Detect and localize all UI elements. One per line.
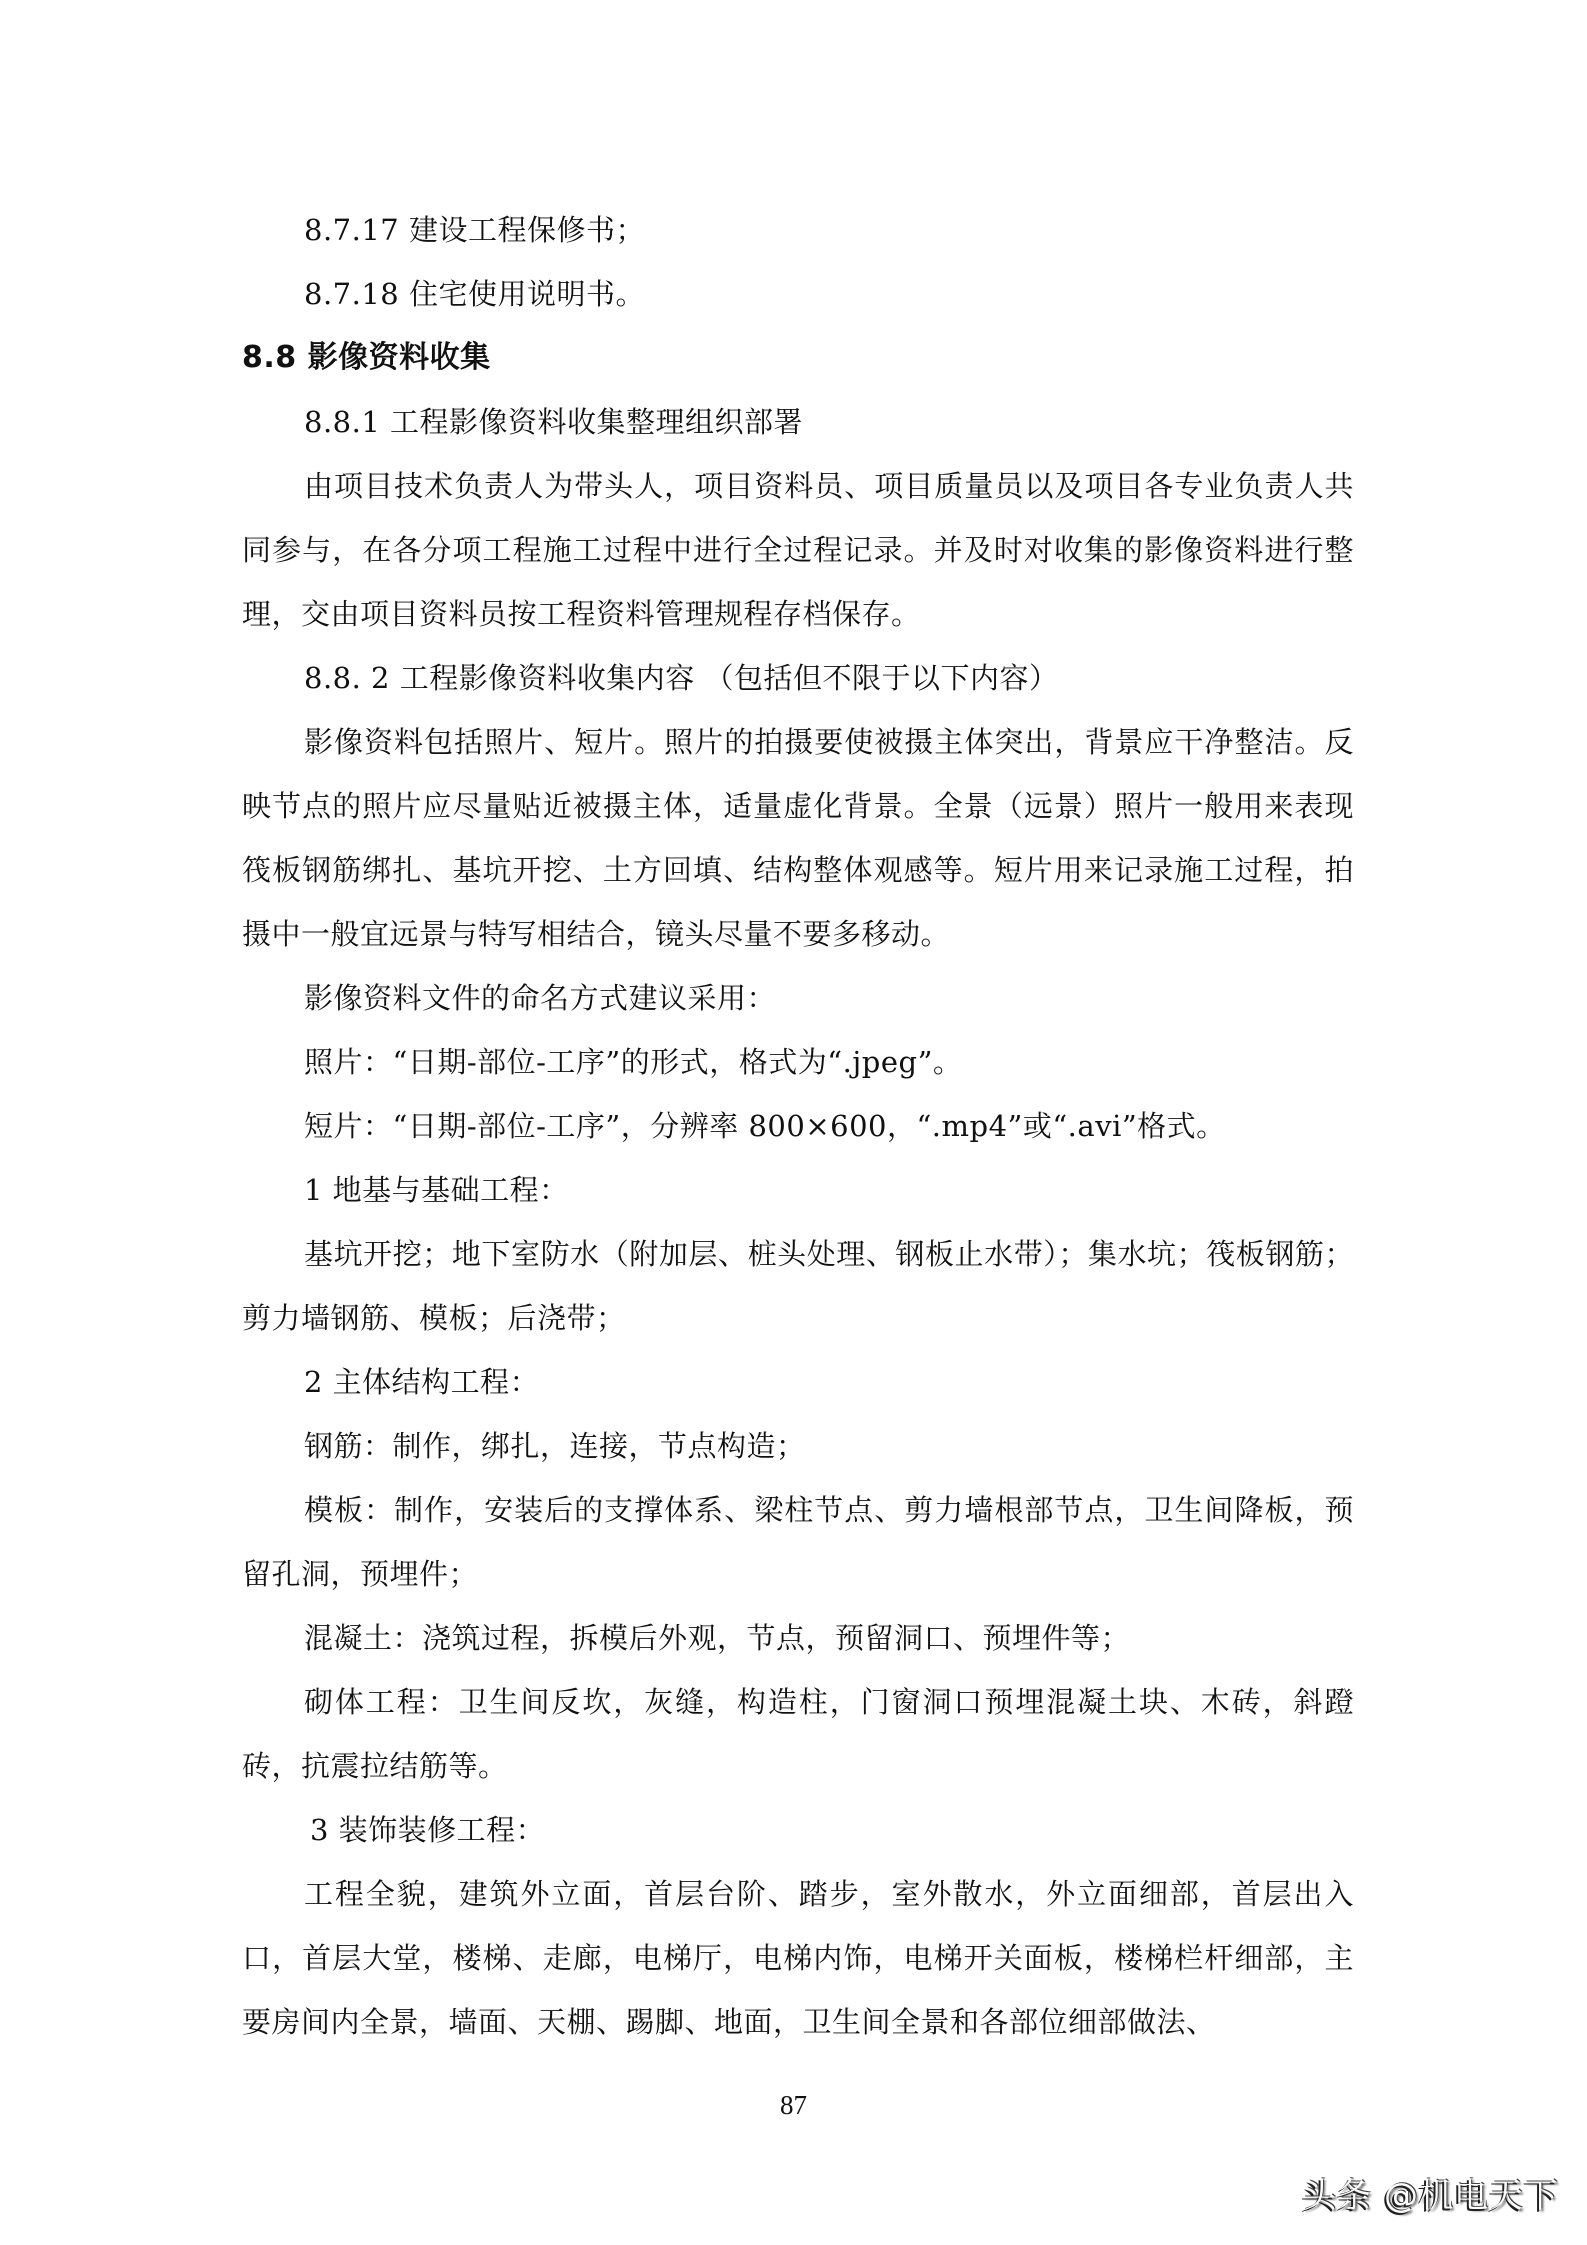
subsection-heading-8-8-2: 8.8. 2 工程影像资料收集内容 （包括但不限于以下内容） <box>304 661 1059 695</box>
category-heading-decoration: 3 装饰装修工程： <box>310 1813 546 1847</box>
paragraph-video-naming: 短片：“日期-部位-工序”，分辨率 800×600，“.mp4”或“.avi”格式。 <box>304 1109 1226 1143</box>
paragraph-photo-guidelines: 影像资料包括照片、短片。照片的拍摄要使被摄主体突出，背景应干净整洁。反映节点的照片应尽量贴近被摄主体，适量虚化背景。全景（远景）照片一般用来表现筏板钢筋绑扎、基坑开挖、土方回填、结构整体观感等。短片用来记录施工过程，拍摄中一般宜远景与特写相结合，镜头尽量不要多移动。 <box>242 725 1354 951</box>
category-heading-foundation: 1 地基与基础工程： <box>304 1173 569 1207</box>
category-item-foundation: 基坑开挖；地下室防水（附加层、桩头处理、钢板止水带）；集水坑；筏板钢筋；剪力墙钢筋、模板；后浇带； <box>242 1237 1354 1335</box>
category-item-decoration: 工程全貌，建筑外立面，首层台阶、踏步，室外散水，外立面细部，首层出入口，首层大堂，楼梯、走廊，电梯厅，电梯内饰，电梯开关面板，楼梯栏杆细部，主要房间内全景，墙面、天棚、踢脚、地面，卫生间全景和各部位细部做法、 <box>242 1877 1354 2039</box>
subsection-heading-8-8-1: 8.8.1 工程影像资料收集整理组织部署 <box>304 405 804 439</box>
watermark: 头条 @机电天下 <box>1302 2176 1559 2216</box>
category-item-rebar: 钢筋：制作，绑扎，连接，节点构造； <box>304 1429 806 1463</box>
category-item-masonry: 砌体工程：卫生间反坎，灰缝，构造柱，门窗洞口预埋混凝土块、木砖，斜蹬砖，抗震拉结筋等。 <box>242 1685 1354 1783</box>
page-number: 87 <box>780 2090 807 2120</box>
list-item-8-7-18: 8.7.18 住宅使用说明书。 <box>304 277 645 311</box>
paragraph-photo-naming: 照片：“日期-部位-工序”的形式，格式为“.jpeg”。 <box>304 1045 963 1079</box>
page-content <box>242 198 1354 2054</box>
paragraph-naming-intro: 影像资料文件的命名方式建议采用： <box>304 981 777 1015</box>
section-heading-8-8: 8.8 影像资料收集 <box>242 340 491 375</box>
category-item-formwork: 模板：制作，安装后的支撑体系、梁柱节点、剪力墙根部节点，卫生间降板，预留孔洞，预埋件； <box>242 1493 1354 1591</box>
paragraph-organization: 由项目技术负责人为带头人，项目资料员、项目质量员以及项目各专业负责人共同参与，在各分项工程施工过程中进行全过程记录。并及时对收集的影像资料进行整理，交由项目资料员按工程资料管理规程存档保存。 <box>242 469 1354 631</box>
category-heading-structure: 2 主体结构工程： <box>304 1365 540 1399</box>
list-item-8-7-17: 8.7.17 建设工程保修书； <box>304 213 645 247</box>
category-item-concrete: 混凝土：浇筑过程，拆模后外观，节点，预留洞口、预埋件等； <box>304 1621 1131 1655</box>
